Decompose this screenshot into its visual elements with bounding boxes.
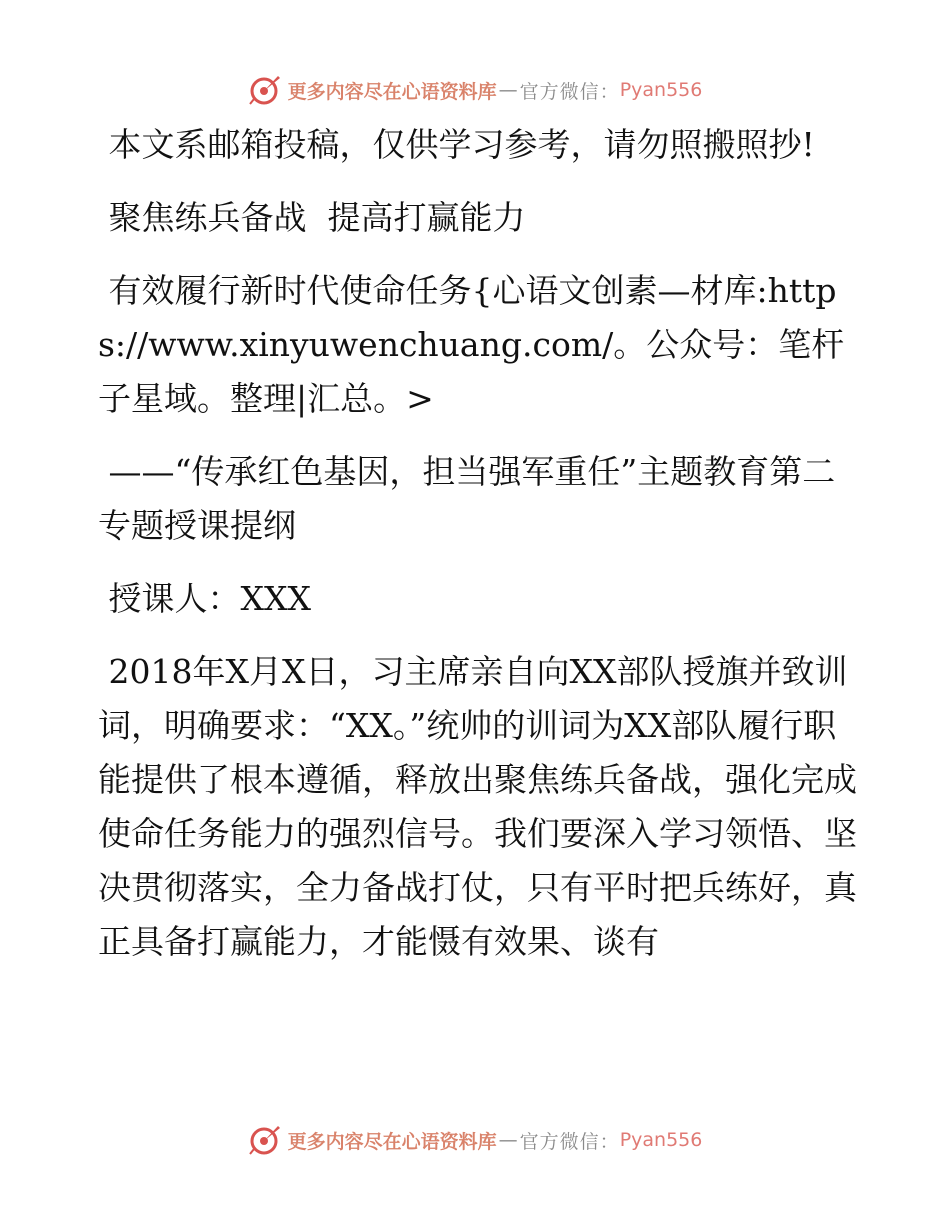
header-watermark [0, 70, 950, 110]
quill-seal-icon [248, 73, 282, 107]
subtitle-paragraph: 有效履行新时代使命任务{心语文创素—材库:https://www.xinyuwenchuang.com/。公众号：笔杆子星域。整理|汇总。> [98, 271, 845, 418]
body-paragraph: 2018年X月X日，习主席亲自向XX部队授旗并致训词，明确要求：“XX。”统帅的训词为XX部队履行职能提供了根本遵循，释放出聚焦练兵备战，强化完成使命任务能力的强烈信号。我们要深入学习领悟、坚决贯彻落实，全力备战打仗，只有平时把兵练好，真正具备打赢能力，才能慑有效果、谈有 [98, 652, 857, 961]
watermark-wechat-label: 官方微信： [519, 1130, 620, 1153]
document-title: 聚焦练兵备战 提高打赢能力 [98, 198, 526, 237]
watermark-main-text: 更多内容尽在心语资料库 [287, 80, 497, 103]
document-body [98, 118, 858, 988]
footer-watermark [0, 1120, 950, 1160]
watermark-separator: — [498, 1129, 518, 1151]
lecturer-line: 授课人：XXX [98, 579, 311, 618]
disclaimer-paragraph: 本文系邮箱投稿，仅供学习参考，请勿照搬照抄! [98, 125, 815, 164]
watermark-separator: — [498, 79, 518, 101]
watermark-main-text: 更多内容尽在心语资料库 [287, 1130, 497, 1153]
watermark-wechat-id: Pyan556 [619, 79, 703, 101]
watermark-wechat-id: Pyan556 [619, 1129, 703, 1151]
theme-paragraph: ——“传承红色基因，担当强军重任”主题教育第二专题授课提纲 [98, 452, 836, 545]
quill-seal-icon [248, 1123, 282, 1157]
watermark-wechat-label: 官方微信： [519, 80, 620, 103]
